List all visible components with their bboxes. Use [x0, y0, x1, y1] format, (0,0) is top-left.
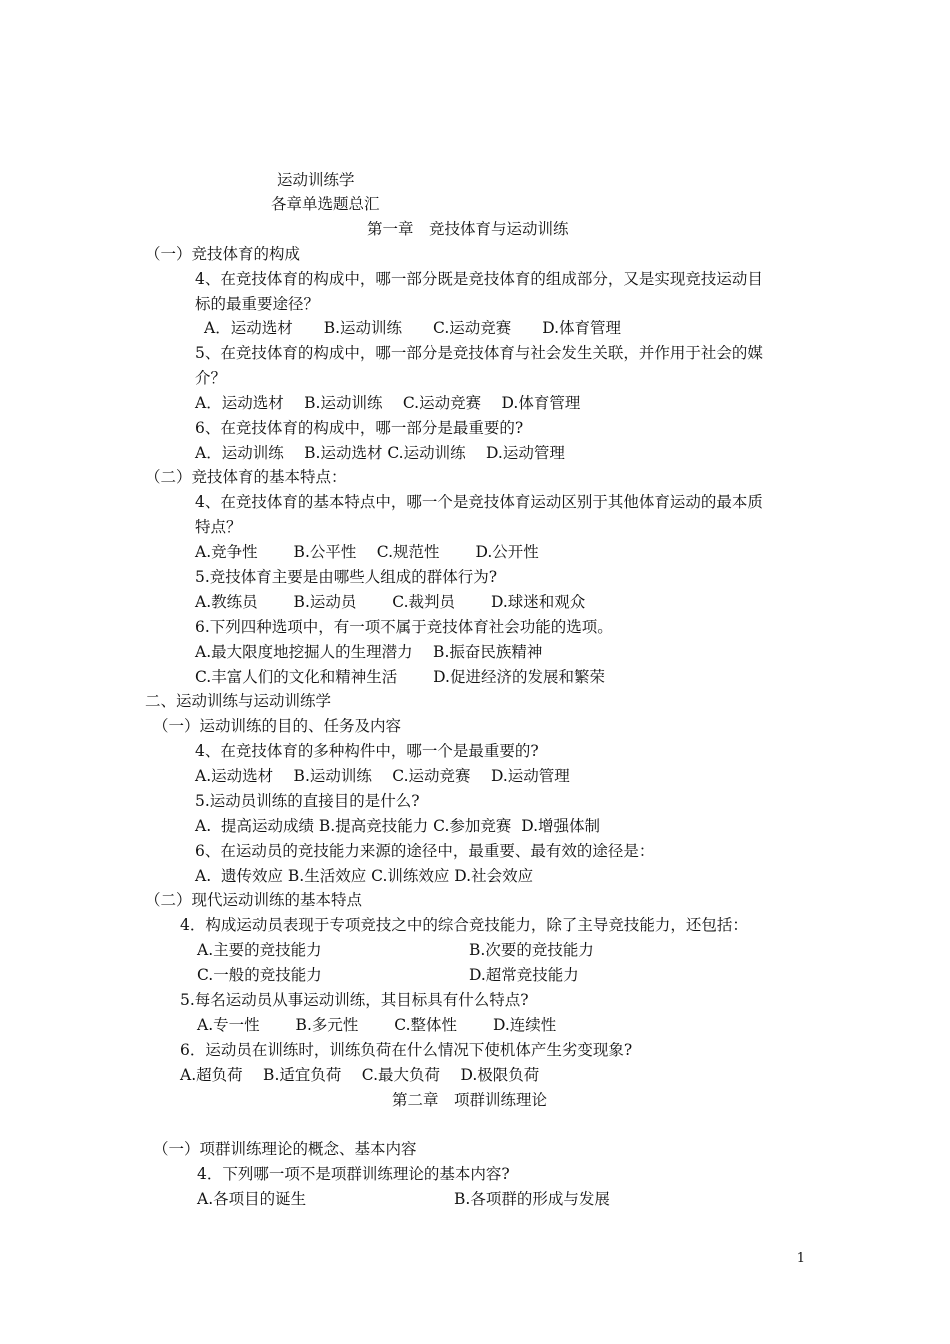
answer-option: B.次要的竞技能力 [469, 941, 594, 959]
answer-options: A．运动选材 B.运动训练 C.运动竞赛 D.体育管理 [195, 394, 581, 412]
chapter-heading: 第二章 项群训练理论 [392, 1091, 548, 1109]
question-continued: 特点？ [195, 518, 242, 536]
answer-options: A．运动训练 B.运动选材 C.运动训练 D.运动管理 [195, 444, 565, 462]
answer-option: A.主要的竞技能力 [197, 941, 322, 959]
question: 4．下列哪一项不是项群训练理论的基本内容? [197, 1165, 510, 1183]
answer-option: A.各项目的诞生 [197, 1190, 307, 1208]
page-number: 1 [796, 1251, 805, 1266]
question: 6、在竞技体育的构成中，哪一部分是最重要的? [195, 419, 524, 437]
question: 6.下列四种选项中，有一项不属于竞技体育社会功能的选项。 [195, 618, 613, 636]
answer-options: A.竞争性 B.公平性 C.规范性 D.公开性 [195, 543, 539, 561]
section-heading: （一）运动训练的目的、任务及内容 [153, 717, 402, 735]
section-heading: （一）项群训练理论的概念、基本内容 [153, 1140, 417, 1158]
question: 5.竞技体育主要是由哪些人组成的群体行为? [195, 568, 498, 586]
answer-options: A. 提高运动成绩 B.提高竞技能力 C.参加竞赛 D.增强体制 [195, 817, 601, 835]
question: 4．构成运动员表现于专项竞技之中的综合竞技能力，除了主导竞技能力，还包括： [180, 916, 748, 934]
answer-options: C.丰富人们的文化和精神生活 D.促进经济的发展和繁荣 [195, 668, 605, 686]
question-continued: 标的最重要途径？ [195, 295, 320, 313]
answer-options: A. 遗传效应 B.生活效应 C.训练效应 D.社会效应 [195, 867, 534, 885]
answer-option: B.各项群的形成与发展 [454, 1190, 610, 1208]
section-heading: （二）竞技体育的基本特点： [145, 468, 347, 486]
answer-option: D.超常竞技能力 [469, 966, 579, 984]
question: 4、在竞技体育的构成中，哪一部分既是竞技体育的组成部分，又是实现竞技运动目 [195, 270, 763, 288]
question: 5、在竞技体育的构成中，哪一部分是竞技体育与社会发生关联，并作用于社会的媒 [195, 344, 763, 362]
doc-subtitle: 各章单选题总汇 [271, 195, 380, 213]
question: 4、在竞技体育的基本特点中，哪一个是竞技体育运动区别于其他体育运动的最本质 [195, 493, 763, 511]
question: 6．运动员在训练时，训练负荷在什么情况下使机体产生劣变现象? [180, 1041, 633, 1059]
question-continued: 介？ [195, 369, 227, 387]
answer-options: A.最大限度地挖掘人的生理潜力 B.振奋民族精神 [195, 643, 543, 661]
answer-options: A.专一性 B.多元性 C.整体性 D.连续性 [197, 1016, 557, 1034]
chapter-heading: 第一章 竞技体育与运动训练 [367, 220, 569, 238]
answer-option: C.一般的竞技能力 [197, 966, 322, 984]
answer-options: A.超负荷 B.适宜负荷 C.最大负荷 D.极限负荷 [180, 1066, 540, 1084]
doc-title: 运动训练学 [277, 171, 355, 189]
question: 4、在竞技体育的多种构件中，哪一个是最重要的? [195, 742, 539, 760]
answer-options: A．运动选材 B.运动训练 C.运动竞赛 D.体育管理 [204, 319, 622, 337]
part-heading: 二、运动训练与运动训练学 [145, 692, 332, 710]
question: 6、在运动员的竞技能力来源的途径中，最重要、最有效的途径是： [195, 842, 655, 860]
answer-options: A.运动选材 B.运动训练 C.运动竞赛 D.运动管理 [195, 767, 570, 785]
section-heading: （二）现代运动训练的基本特点 [145, 891, 363, 909]
section-heading: （一）竞技体育的构成 [145, 245, 301, 263]
question: 5.运动员训练的直接目的是什么? [195, 792, 420, 810]
answer-options: A.教练员 B.运动员 C.裁判员 D.球迷和观众 [195, 593, 586, 611]
question: 5.每名运动员从事运动训练，其目标具有什么特点? [180, 991, 529, 1009]
